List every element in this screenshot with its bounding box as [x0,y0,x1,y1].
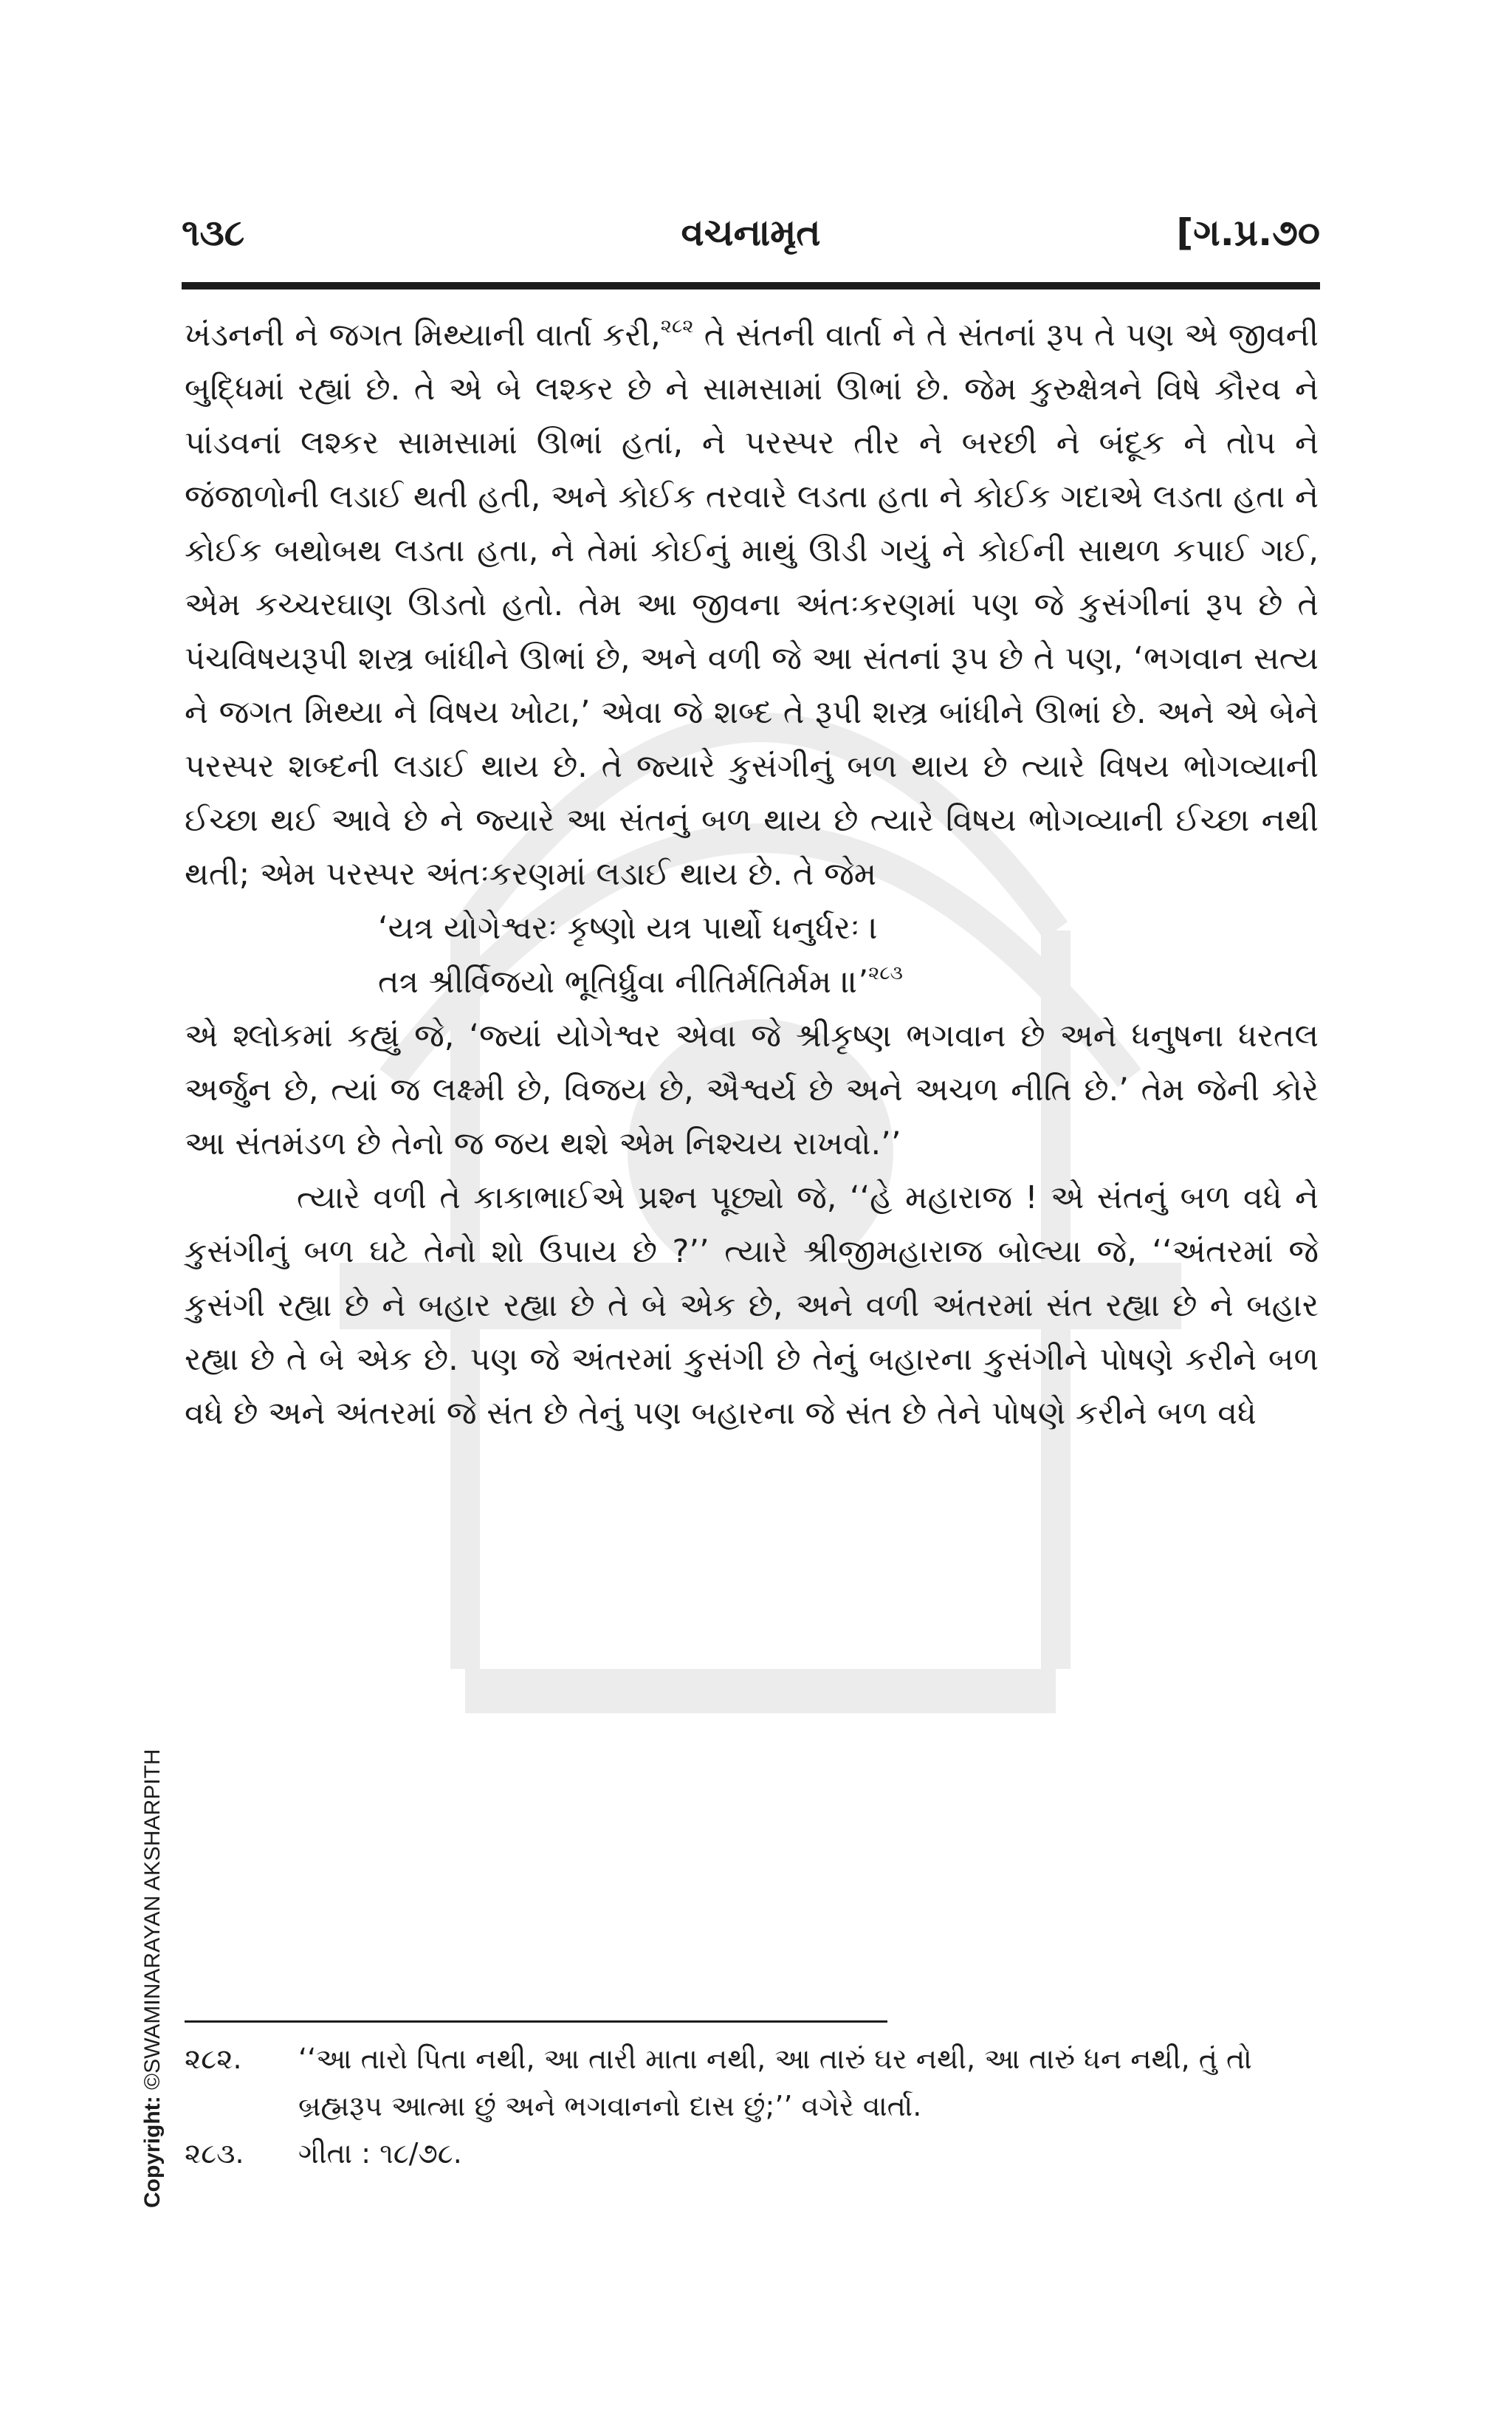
footnote-text: ગીતા : ૧૮/૭૮. [298,2137,462,2170]
running-header [182,211,1320,270]
book-title: વચનામૃત [681,211,821,254]
footnote [185,2130,1319,2177]
paragraph-continuation [185,309,1319,902]
footnote-rule [185,2020,887,2023]
paragraph-text: ખંડનની ને જગત મિથ્યાની વાર્તા કરી, [185,317,661,354]
main-text [185,309,1319,1441]
copyright-holder: ©SWAMINARAYAN AKSHARPITH [140,1749,165,2096]
header-rule [182,282,1320,289]
footnote-ref[interactable]: ૨૮૨ [660,315,694,337]
paragraph: એ શ્લોકમાં કહ્યું જે, ‘જ્યાં યોગેશ્વર એવા જે શ્રીકૃષ્ણ ભગવાન છે અને ધનુષના ધરતલ અર્જુન છે, ત્યાં જ લક્ષ્મી છે, વિજય છે, ઐશ્વર્ય છે અને અચળ નીતિ છે.’ તેમ જેની કોરે આ સંતમંડળ છે તેનો જ જય થશે એમ નિશ્ચય રાખવો.’’ [185,1018,1319,1162]
copyright-notice [140,1749,165,2208]
footnote-text: ‘‘આ તારો પિતા નથી, આ તારી માતા નથી, આ તારું ઘર નથી, આ તારું ધન નથી, તું તો બ્રહ્મરૂપ આત્મા છું અને ભગવાનનો દાસ છું;’’ વગેરે વાર્તા. [298,2043,1252,2122]
footnotes [185,2035,1319,2177]
verse-line [185,956,1319,1009]
paragraph: ત્યારે વળી તે કાકાભાઈએ પ્રશ્ન પૂછ્યો જે, ‘‘હે મહારાજ ! એ સંતનું બળ વધે ને કુસંગીનું બળ ઘટે તેનો શો ઉપાય છે ?’’ ત્યારે શ્રીજીમહારાજ બોલ્યા જે, ‘‘અંતરમાં જે કુસંગી રહ્યા છે ને બહાર રહ્યા છે તે બે એક છે, અને વળી અંતરમાં સંત રહ્યા છે ને બહાર રહ્યા છે તે બે એક છે. પણ જે અંતરમાં કુસંગી છે તેનું બહારના કુસંગીને પોષણે કરીને બળ વધે છે અને અંતરમાં જે સંત છે તેનું પણ બહારના જે સંત છે તેને પોષણે કરીને બળ વધે [185,1179,1319,1432]
page-number: ૧૩૮ [182,211,245,254]
section-reference: [ગ.પ્ર.૭૦ [1176,211,1320,254]
verse-line: ‘યત્ર યોગેશ્વરઃ કૃષ્ણો યત્ર પાર્થો ધનુર્ધરઃ । [378,910,879,947]
footnote-ref[interactable]: ૨૮૩ [868,962,903,984]
paragraph-text: તે સંતની વાર્તા ને તે સંતનાં રૂપ તે પણ એ જીવની બુદ્ધિમાં રહ્યાં છે. તે એ બે લશ્કર છે ને સામસામાં ઊભાં છે. જેમ કુરુક્ષેત્રને વિષે કૌરવ ને પાંડવનાં લશ્કર સામસામાં ઊભાં હતાં, ને પરસ્પર તીર ને બરછી ને બંદૂક ને તોપ ને જંજાળોની લડાઈ થતી હતી, અને કોઈક તરવારે લડતા હતા ને કોઈક ગદાએ લડતા હતા ને કોઈક બથોબથ લડતા હતા, ને તેમાં કોઈનું માથું ઊડી ગયું ને કોઈની સાથળ કપાઈ ગઈ, એમ કચ્ચરઘાણ ઊડતો હતો. તેમ આ જીવના અંતઃકરણમાં પણ જે કુસંગીનાં રૂપ છે તે પંચવિષયરૂપી શસ્ત્ર બાંધીને ઊભાં છે, અને વળી જે આ સંતનાં રૂપ છે તે પણ, ‘ભગવાન સત્ય ને જગત મિથ્યા ને વિષય ખોટા,’ એવા જે શબ્દ તે રૂપી શસ્ત્ર બાંધીને ઊભાં છે. અને એ બેને પરસ્પર શબ્દની લડાઈ થાય છે. તે જ્યારે કુસંગીનું બળ થાય છે ત્યારે વિષય ભોગવ્યાની ઈચ્છા થઈ આવે છે ને જ્યારે આ સંતનું બળ થાય છે ત્યારે વિષય ભોગવ્યાની ઈચ્છા નથી થતી; એમ પરસ્પર અંતઃકરણમાં લડાઈ થાય છે. તે જેમ [185,317,1319,893]
footnote-number: ૨૮૨. [185,2043,242,2075]
copyright-label: Copyright: [140,2096,165,2208]
footnote [185,2035,1319,2130]
footnote-number: ૨૮૩. [185,2137,244,2170]
verse-text: તત્ર શ્રીર્વિજયો ભૂતિર્ધ્રુવા નીતિર્મતિર્મમ ॥’ [378,964,869,1001]
